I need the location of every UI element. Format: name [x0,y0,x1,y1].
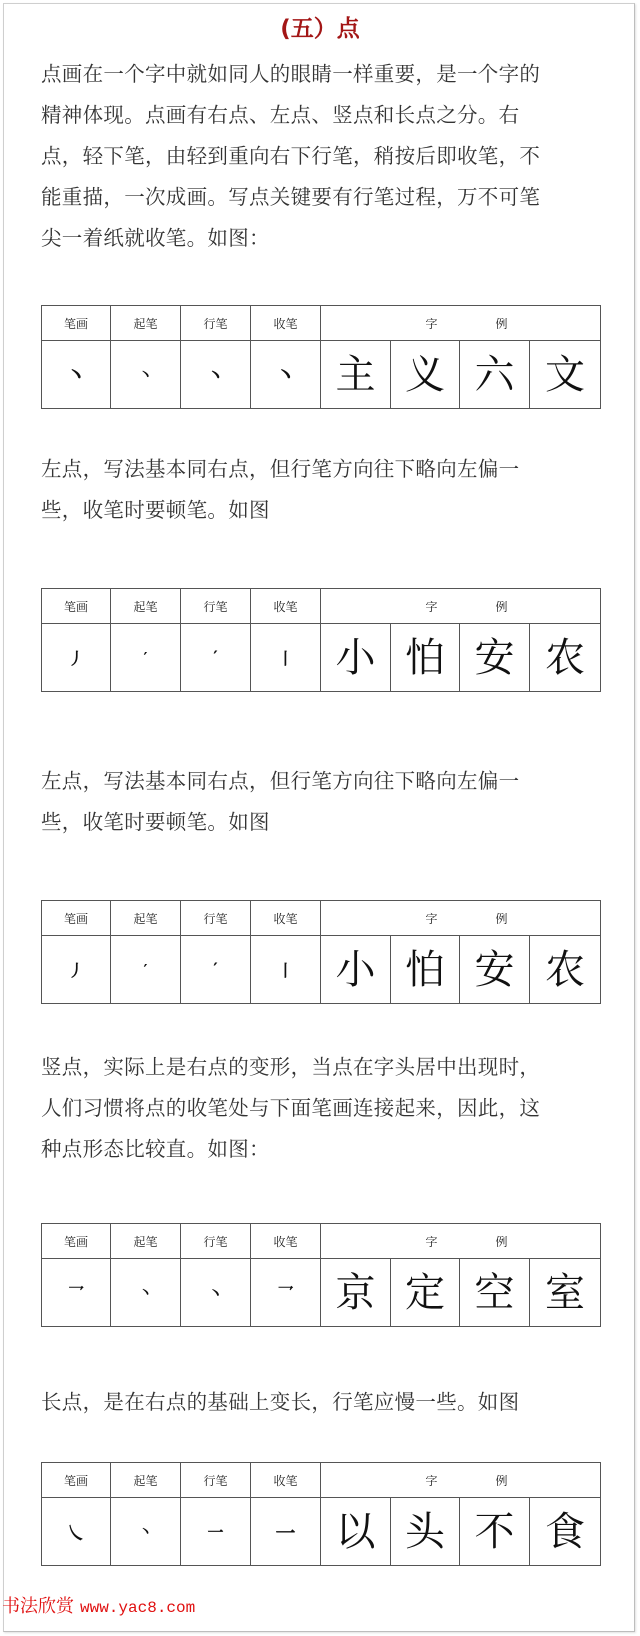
paragraph-left-dot [41,449,601,531]
header-cell: 行笔 [181,1224,251,1259]
example-cell [530,341,601,409]
paragraph-line: 点画在一个字中就如同人的眼睛一样重要，是一个字的 [41,62,541,86]
paragraph-line: 竖点，实际上是右点的变形，当点在字头居中出现时， [41,1055,541,1079]
example-char: 怕 [405,946,445,993]
paragraph-line: 尖一着纸就收笔。如图： [41,226,270,250]
example-cell [321,1259,391,1327]
example-char: 文 [545,351,586,398]
example-cell [530,1259,601,1327]
paragraph-long-dot [41,1382,601,1423]
watermark [2,1596,195,1619]
header-cell: 收笔 [251,589,321,624]
paragraph-line: 精神体现。点画有右点、左点、竖点和长点之分。右 [41,103,520,127]
table-row [42,341,601,409]
table-row [42,936,601,1004]
header-cell: 起笔 [111,1224,181,1259]
stroke-glyph: 丶 [138,1285,153,1302]
example-char: 安 [474,634,515,681]
example-char: 义 [405,351,445,398]
header-zi: 字 [425,316,438,331]
stroke-glyph: 丶 [274,363,297,389]
stroke-glyph: ′ [143,961,148,979]
example-char: 小 [335,946,376,993]
header-li: 例 [495,1234,508,1249]
table-header-row [42,306,601,341]
header-li: 例 [495,911,508,926]
stroke-glyph: 丨 [277,649,294,668]
paragraph-line: 些，收笔时要顿笔。如图 [41,498,270,522]
examples-header-cell [321,901,601,936]
stroke-table-vertical-dot [41,1223,601,1327]
example-char: 小 [335,634,376,681]
paragraph-line: 左点，写法基本同右点，但行笔方向往下略向左偏一 [41,457,520,481]
stroke-cell [42,1498,111,1566]
stroke-glyph: ′ [213,647,218,668]
stroke-glyph: 丶 [64,363,87,389]
example-char: 食 [545,1508,586,1555]
paragraph-vertical-dot [41,1047,601,1170]
header-cell: 收笔 [251,1224,321,1259]
header-cell: 行笔 [181,589,251,624]
stroke-table-right-dot [41,305,601,409]
table-row [42,624,601,692]
stroke-glyph: 乛 [67,1284,84,1303]
example-cell [391,936,460,1004]
stroke-cell [42,624,111,692]
header-zi: 字 [425,1234,438,1249]
header-cell: 收笔 [251,1463,321,1498]
table-row [42,1498,601,1566]
paragraph-line: 长点，是在右点的基础上变长，行笔应慢一些。如图 [41,1390,520,1414]
stroke-glyph: 丶 [138,1524,153,1541]
stroke-cell [181,624,251,692]
example-cell [460,1498,530,1566]
stroke-cell [181,341,251,409]
stroke-table-long-dot [41,1462,601,1566]
header-cell: 起笔 [111,589,181,624]
example-char: 主 [335,351,376,398]
stroke-cell [251,624,321,692]
example-char: 空 [474,1269,515,1316]
example-cell [460,624,530,692]
header-cell: 起笔 [111,1463,181,1498]
paragraph-left-dot-repeat [41,761,601,843]
example-char: 定 [405,1269,445,1316]
stroke-cell [251,341,321,409]
paragraph-line: 能重描，一次成画。写点关键要有行笔过程，万不可笔 [41,185,541,209]
stroke-cell [181,1259,251,1327]
example-cell [530,1498,601,1566]
example-cell [321,1498,391,1566]
example-char: 六 [474,351,515,398]
example-char: 不 [474,1508,515,1555]
header-cell: 起笔 [111,306,181,341]
header-zi: 字 [425,911,438,926]
example-char: 农 [545,946,586,993]
example-cell [460,1259,530,1327]
example-char: 室 [545,1269,586,1316]
table-header-row [42,901,601,936]
example-cell [460,341,530,409]
stroke-table-left-dot [41,588,601,692]
example-cell [391,341,460,409]
header-li: 例 [495,316,508,331]
table-row [42,1259,601,1327]
example-char: 京 [335,1269,376,1316]
header-cell: 笔画 [42,1224,111,1259]
example-char: 怕 [405,634,445,681]
stroke-cell [181,1498,251,1566]
header-cell: 行笔 [181,306,251,341]
paragraph-line: 左点，写法基本同右点，但行笔方向往下略向左偏一 [41,769,520,793]
example-cell [321,341,391,409]
example-cell [460,936,530,1004]
stroke-glyph: 一 [275,1521,296,1545]
example-cell [321,936,391,1004]
stroke-glyph: 丿 [67,649,84,668]
stroke-cell [111,341,181,409]
header-cell: 起笔 [111,901,181,936]
stroke-glyph: 丶 [206,365,225,387]
stroke-glyph: ′ [213,959,218,980]
examples-header-cell [321,1463,601,1498]
stroke-cell [42,341,111,409]
stroke-cell [111,1259,181,1327]
table-header-row [42,589,601,624]
stroke-glyph: 丶 [207,1284,224,1303]
header-zi: 字 [425,1473,438,1488]
example-cell [321,624,391,692]
header-cell: 行笔 [181,1463,251,1498]
example-cell [391,1259,460,1327]
example-char: 农 [545,634,586,681]
watermark-url: www.yac8.com [80,1599,196,1617]
table-header-row [42,1224,601,1259]
paragraph-line: 点，轻下笔，由轻到重向右下行笔，稍按后即收笔，不 [41,144,541,168]
header-cell: 笔画 [42,589,111,624]
stroke-glyph: 一 [207,1523,224,1542]
stroke-cell [181,936,251,1004]
example-char: 以 [335,1508,376,1555]
example-cell [530,624,601,692]
paragraph-line: 种点形态比较直。如图： [41,1137,270,1161]
header-cell: 行笔 [181,901,251,936]
header-cell: 收笔 [251,306,321,341]
header-cell: 收笔 [251,901,321,936]
header-cell: 笔画 [42,901,111,936]
stroke-cell [42,1259,111,1327]
paragraph-right-dot [41,54,601,259]
stroke-glyph: 乛 [277,1284,294,1303]
section-title: (五）点 [280,16,360,42]
watermark-label: 书法欣赏 [2,1596,74,1617]
stroke-cell [251,1498,321,1566]
stroke-cell [111,936,181,1004]
example-cell [391,624,460,692]
header-zi: 字 [425,599,438,614]
header-li: 例 [495,1473,508,1488]
header-cell: 笔画 [42,1463,111,1498]
stroke-glyph: 丿 [67,961,84,980]
stroke-glyph: ㇏ [66,1521,86,1545]
examples-header-cell [321,1224,601,1259]
stroke-cell [111,1498,181,1566]
stroke-table-left-dot-repeat [41,900,601,1004]
examples-header-cell [321,306,601,341]
paragraph-line: 些，收笔时要顿笔。如图 [41,810,270,834]
stroke-glyph: 丨 [277,961,294,980]
example-cell [391,1498,460,1566]
header-cell: 笔画 [42,306,111,341]
stroke-glyph: ′ [143,649,148,667]
stroke-cell [251,1259,321,1327]
stroke-cell [251,936,321,1004]
example-cell [530,936,601,1004]
example-char: 安 [474,946,515,993]
stroke-cell [111,624,181,692]
paragraph-line: 人们习惯将点的收笔处与下面笔画连接起来，因此，这 [41,1096,541,1120]
stroke-cell [42,936,111,1004]
header-li: 例 [495,599,508,614]
examples-header-cell [321,589,601,624]
example-char: 头 [405,1508,445,1555]
stroke-glyph: 丶 [137,366,153,384]
table-header-row [42,1463,601,1498]
